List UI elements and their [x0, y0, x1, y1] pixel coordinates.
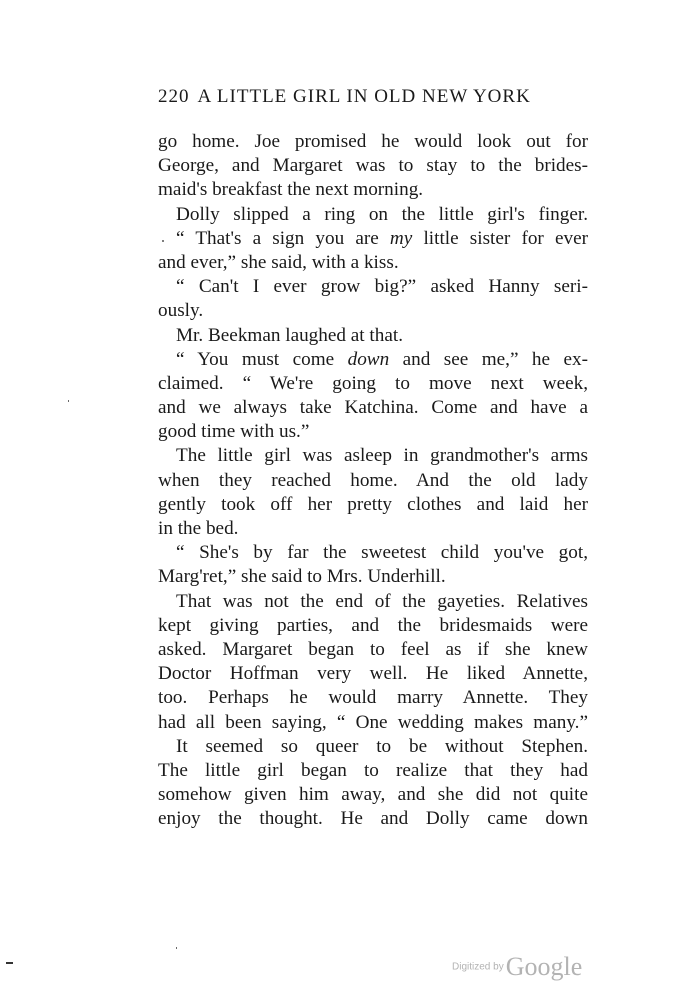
text-line: and ever,” she said, with a kiss. — [158, 251, 399, 273]
text-fragment: little sister for ever — [412, 227, 588, 249]
text-line: That was not the end of the gayeties. Relatives — [176, 590, 588, 612]
text-line: The little girl began to realize that they had — [158, 759, 588, 781]
text-line: enjoy the thought. He and Dolly came down — [158, 808, 588, 830]
text-line: “ Can't I ever grow big?” asked Hanny seri- — [176, 276, 588, 298]
text-line: had all been saying, “ One wedding makes many.” — [158, 711, 588, 733]
text-line — [158, 227, 588, 251]
text-line: Dolly slipped a ring on the little girl's finger. — [176, 203, 588, 225]
text-line: good time with us.” — [158, 421, 310, 443]
text-line: gently took off her pretty clothes and laid her — [158, 493, 588, 515]
digitized-by-google-watermark — [452, 952, 582, 982]
google-logo: Google — [505, 952, 583, 981]
text-line: “ She's by far the sweetest child you've got, — [176, 542, 588, 564]
text-line: in the bed. — [158, 518, 239, 539]
watermark-prefix: Digitized by — [452, 961, 504, 973]
text-line: claimed. “ We're going to move next week, — [158, 372, 588, 394]
text-line — [158, 348, 588, 372]
text-line: when they reached home. And the old lady — [158, 469, 588, 491]
page-number: 220 — [158, 86, 190, 107]
text-line: Doctor Hoffman very well. He liked Annette, — [158, 663, 588, 685]
text-fragment: “ You must come — [176, 348, 348, 370]
text-line: It seemed so queer to be without Stephen. — [176, 735, 588, 757]
scan-speck — [162, 240, 164, 242]
scan-edge-mark — [6, 962, 13, 964]
text-line: kept giving parties, and the bridesmaids were — [158, 614, 588, 636]
text-line: and we always take Katchina. Come and have a — [158, 397, 588, 419]
text-line: Marg'ret,” she said to Mrs. Underhill. — [158, 566, 446, 588]
text-line: maid's breakfast the next morning. — [158, 179, 424, 201]
text-fragment: “ That's a sign you are — [176, 227, 390, 249]
text-line: George, and Margaret was to stay to the brides- — [158, 155, 588, 177]
scan-speck — [176, 947, 177, 949]
text-fragment: and see me,” he ex- — [389, 348, 588, 370]
text-line: The little girl was asleep in grandmother's arms — [176, 445, 588, 467]
running-header — [158, 86, 550, 108]
text-line: go home. Joe promised he would look out for — [158, 131, 588, 152]
body-text — [158, 130, 588, 831]
running-title: A LITTLE GIRL IN OLD NEW YORK — [197, 86, 531, 107]
text-line: Mr. Beekman laughed at that. — [176, 324, 403, 346]
text-line: somehow given him away, and she did not quite — [158, 784, 588, 806]
italic-emphasis: my — [389, 227, 413, 249]
italic-emphasis: down — [347, 348, 390, 370]
text-line: asked. Margaret began to feel as if she knew — [158, 638, 588, 660]
text-line: too. Perhaps he would marry Annette. They — [158, 687, 588, 709]
scan-speck — [68, 400, 69, 402]
text-line: ously. — [158, 300, 204, 322]
